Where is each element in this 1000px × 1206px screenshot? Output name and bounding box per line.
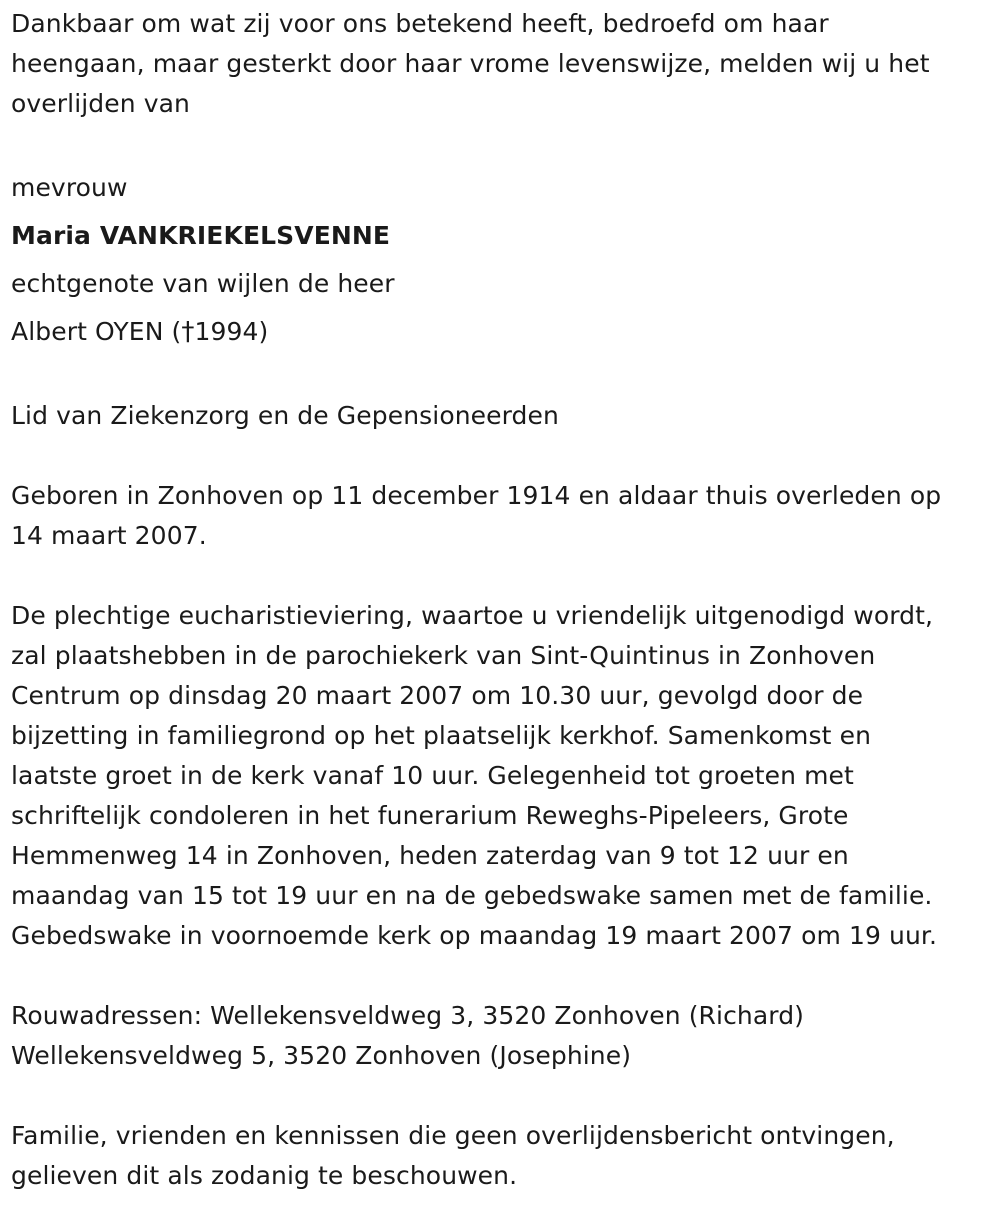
spouse-title: echtgenote van wijlen de heer xyxy=(11,269,395,298)
ceremony-line: Hemmenweg 14 in Zonhoven, heden zaterdag van 9 tot 12 uur en xyxy=(11,841,849,870)
address-line: Rouwadressen: Wellekensveldweg 3, 3520 Zonhoven (Richard) xyxy=(11,1001,805,1030)
addresses-paragraph xyxy=(11,996,993,1076)
ceremony-line: Gebedswake in voornoemde kerk op maandag 19 maart 2007 om 19 uur. xyxy=(11,921,938,950)
spouse-name: Albert OYEN ( xyxy=(11,317,182,346)
intro-line: Dankbaar om wat zij voor ons betekend heeft, bedroefd om haar xyxy=(11,9,829,38)
ceremony-line: Centrum op dinsdag 20 maart 2007 om 10.30 uur, gevolgd door de xyxy=(11,681,864,710)
spacer xyxy=(11,956,993,996)
spacer xyxy=(11,124,993,164)
birth-death-line: 14 maart 2007. xyxy=(11,521,207,550)
ceremony-line: schriftelijk condoleren in het funerarium Reweghs-Pipeleers, Grote xyxy=(11,801,849,830)
deceased-first-name: Maria xyxy=(11,221,92,250)
closing-line: Familie, vrienden en kennissen die geen overlijdensbericht ontvingen, xyxy=(11,1121,895,1150)
obituary-document xyxy=(11,4,993,1196)
spouse-line xyxy=(11,308,993,356)
spacer xyxy=(11,1076,993,1116)
spacer xyxy=(11,556,993,596)
intro-line: heengaan, maar gesterkt door haar vrome levenswijze, melden wij u het xyxy=(11,49,930,78)
birth-death-line: Geboren in Zonhoven op 11 december 1914 en aldaar thuis overleden op xyxy=(11,481,942,510)
membership: Lid van Ziekenzorg en de Gepensioneerden xyxy=(11,401,559,430)
deceased-last-name: VANKRIEKELSVENNE xyxy=(99,221,391,250)
spouse-death-year: 1994) xyxy=(194,317,269,346)
cross-icon: † xyxy=(181,317,195,347)
spacer xyxy=(11,436,993,476)
salutation: mevrouw xyxy=(11,173,128,202)
deceased-name xyxy=(11,212,993,260)
birth-death-paragraph xyxy=(11,476,993,556)
ceremony-line: maandag van 15 tot 19 uur en na de gebedswake samen met de familie. xyxy=(11,881,933,910)
closing-paragraph xyxy=(11,1116,993,1196)
intro-line: overlijden van xyxy=(11,89,190,118)
address-line: Wellekensveldweg 5, 3520 Zonhoven (Josephine) xyxy=(11,1041,632,1070)
closing-line: gelieven dit als zodanig te beschouwen. xyxy=(11,1161,518,1190)
spacer xyxy=(11,356,993,396)
ceremony-paragraph xyxy=(11,596,993,956)
ceremony-line: laatste groet in de kerk vanaf 10 uur. Gelegenheid tot groeten met xyxy=(11,761,854,790)
ceremony-line: zal plaatshebben in de parochiekerk van Sint-Quintinus in Zonhoven xyxy=(11,641,876,670)
ceremony-line: De plechtige eucharistieviering, waartoe u vriendelijk uitgenodigd wordt, xyxy=(11,601,934,630)
intro-paragraph xyxy=(11,4,993,124)
ceremony-line: bijzetting in familiegrond op het plaatselijk kerkhof. Samenkomst en xyxy=(11,721,872,750)
